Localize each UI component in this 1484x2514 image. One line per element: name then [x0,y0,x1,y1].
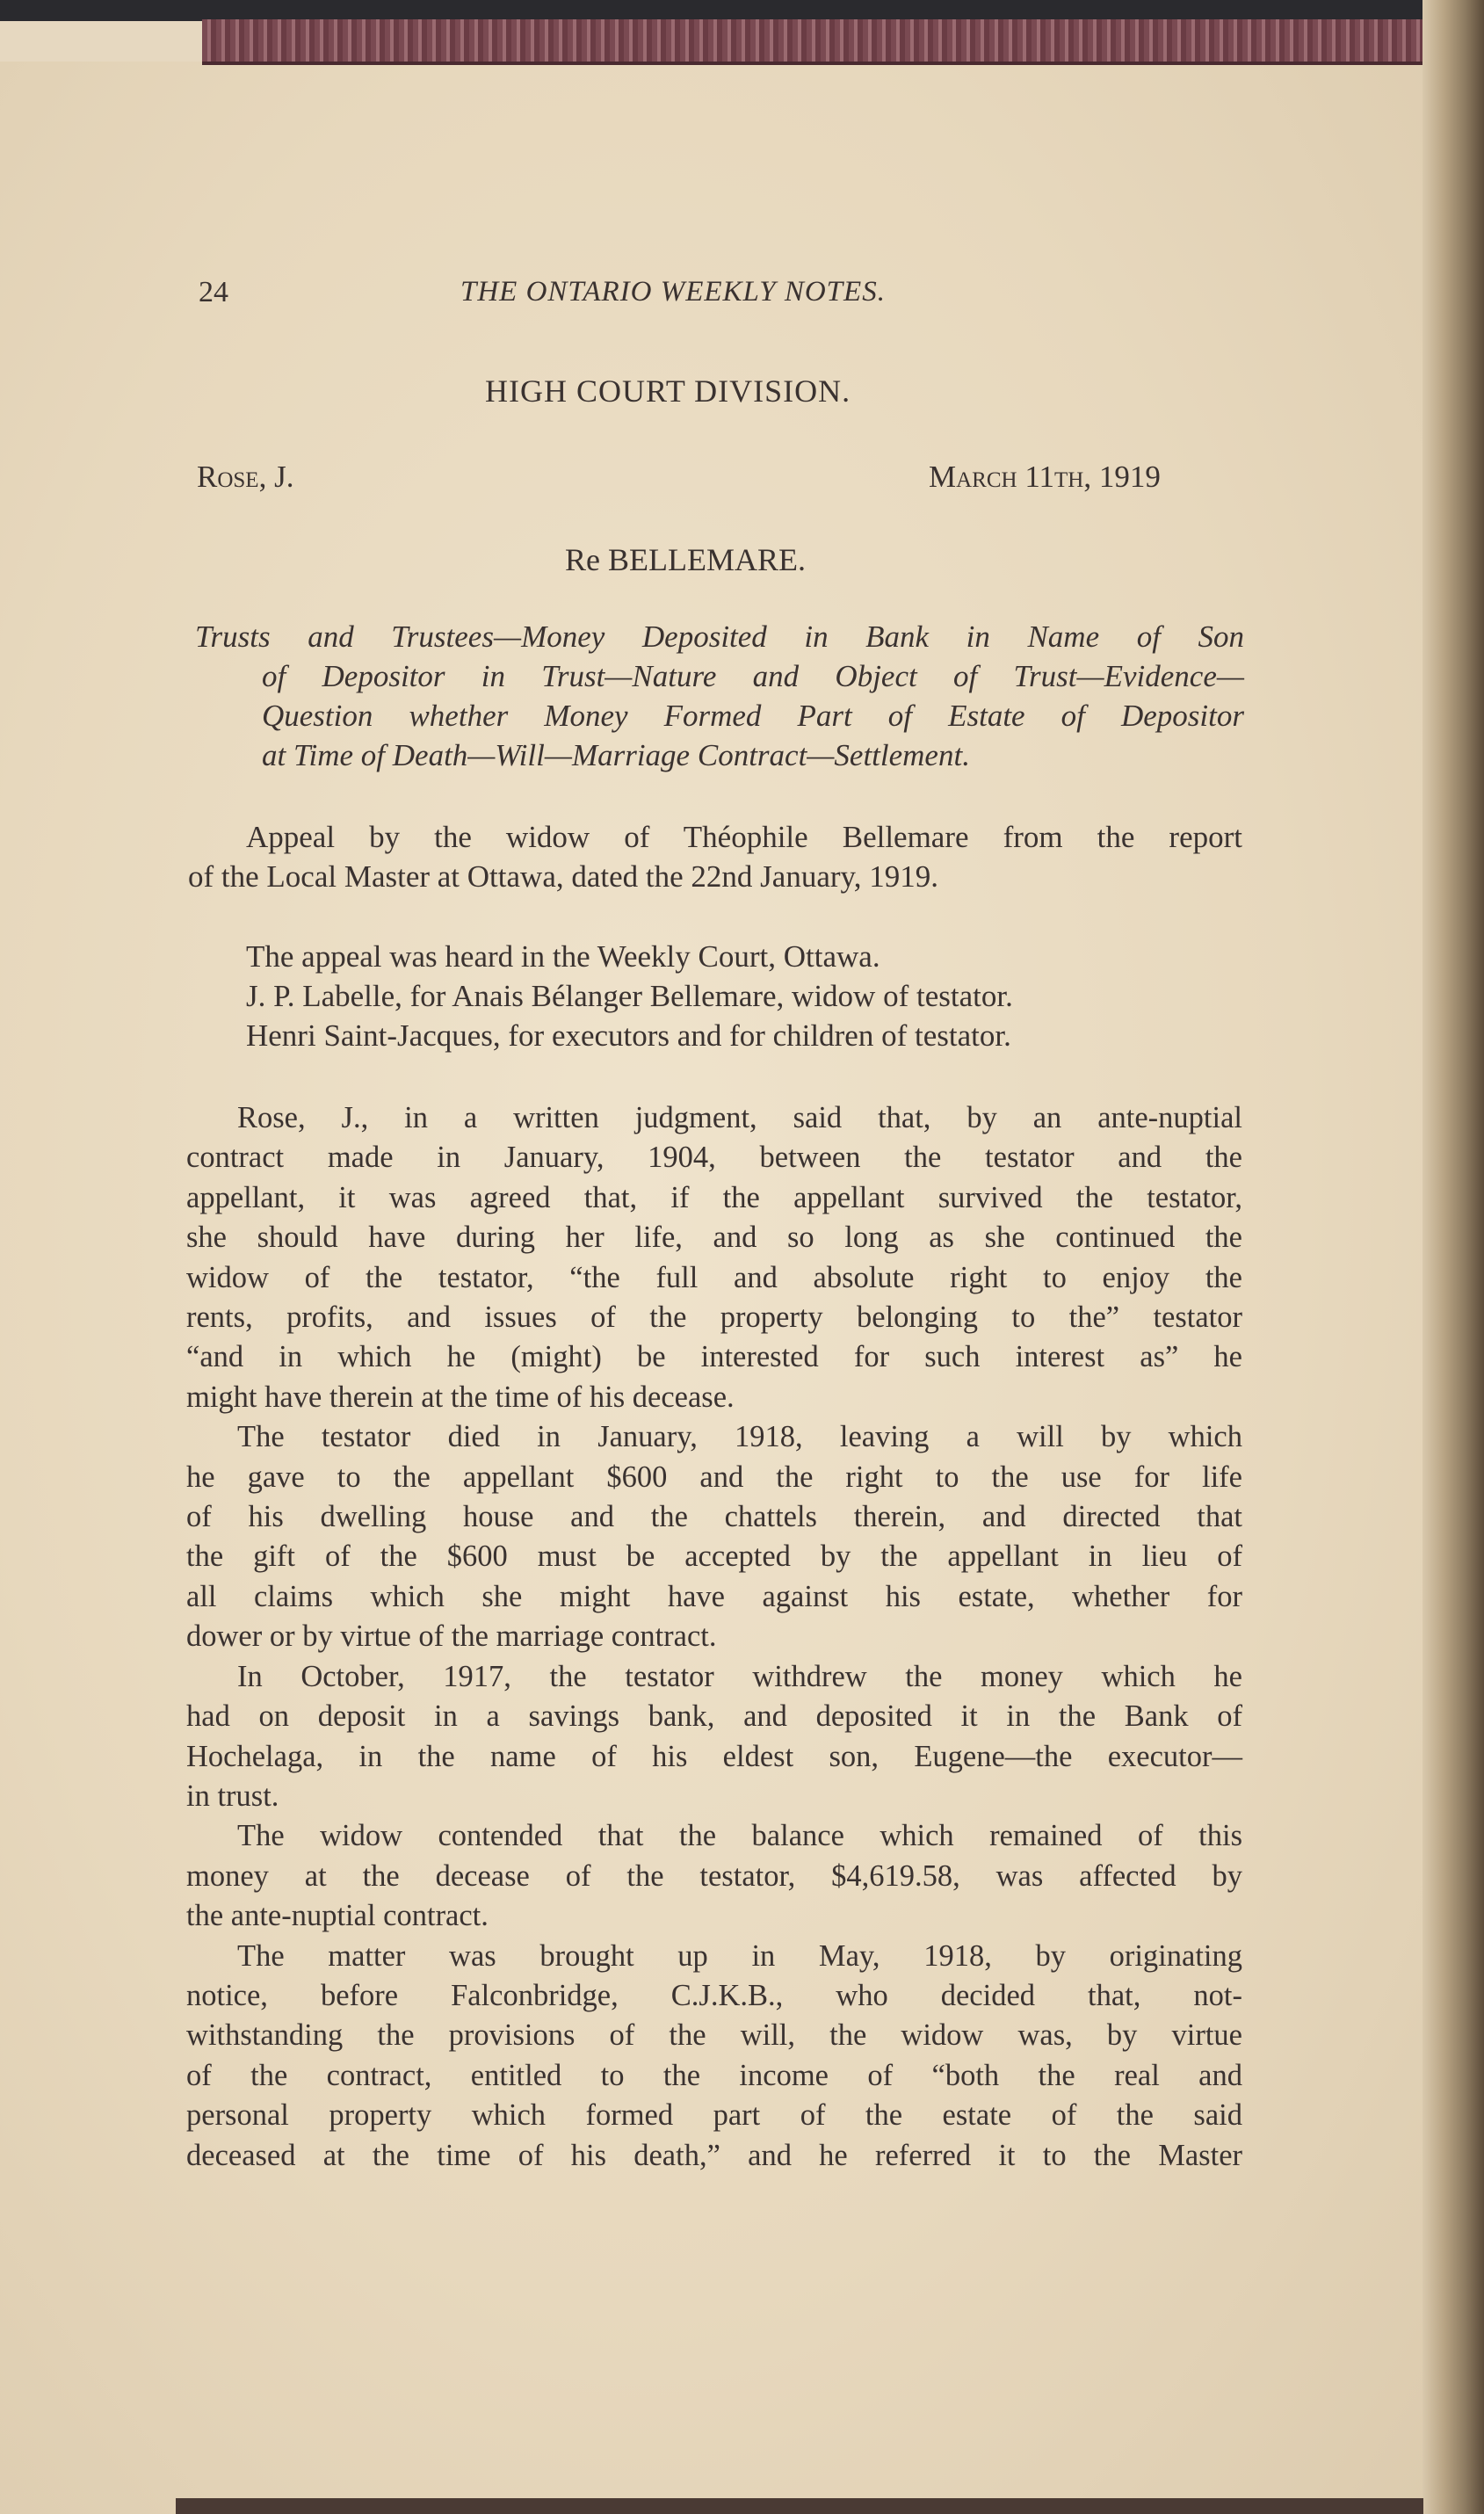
hearing-line: Henri Saint-Jacques, for executors and for children of testator. [246,1018,1011,1053]
judgment-line: the gift of the $600 must be accepted by the appellant in lieu of [186,1540,1242,1574]
judgment-line: might have therein at the time of his decease. [186,1380,735,1414]
judgment-line: money at the decease of the testator, $4,619.58, was affected by [186,1858,1242,1893]
top-book-edge [0,0,1484,21]
judgment-line: “and in which he (might) be interested for such interest as” he [186,1340,1242,1374]
judgment-line: The testator died in January, 1918, leaving a will by which [237,1420,1242,1454]
headnote [195,617,1244,775]
book-spine-edge [1422,0,1484,2514]
judgment-date: March 11th, 1919 [929,460,1161,494]
judgment-line: all claims which she might have against his estate, whether for [186,1579,1242,1613]
judgment-line: The matter was brought up in May, 1918, by originating [237,1938,1242,1973]
division-heading: HIGH COURT DIVISION. [485,373,851,409]
headnote-line: Trusts and Trustees—Money Deposited in Bank in Name of Son [195,619,1244,654]
intro-line: of the Local Master at Ottawa, dated the 22nd January, 1919. [188,859,938,894]
judgment-line: in trust. [186,1779,279,1813]
judgment-line: personal property which formed part of the estate of the said [186,2098,1242,2133]
hearing-line: The appeal was heard in the Weekly Court, Ottawa. [246,939,880,974]
running-title: THE ONTARIO WEEKLY NOTES. [460,276,886,308]
headnote-line: of Depositor in Trust—Nature and Object of Trust—Evidence— [262,659,1244,693]
judgment-line: appellant, it was agreed that, if the appellant survived the testator, [186,1180,1242,1214]
judgment-line: had on deposit in a savings bank, and deposited it in the Bank of [186,1699,1242,1734]
judgment-line: Hochelaga, in the name of his eldest son, Eugene—the executor— [186,1739,1242,1773]
judge-name: Rose, J. [197,460,294,494]
judgment-line: she should have during her life, and so long as she continued the [186,1221,1242,1255]
judgment-line: notice, before Falconbridge, C.J.K.B., who decided that, not- [186,1978,1242,2012]
judgment-line: dower or by virtue of the marriage contract. [186,1619,717,1654]
intro-line: Appeal by the widow of Théophile Bellemare from the report [246,820,1242,854]
judgment-line: of his dwelling house and the chattels therein, and directed that [186,1500,1242,1534]
judgment-line: deceased at the time of his death,” and he referred it to the Master [186,2138,1242,2172]
intro-paragraph [188,817,1242,896]
judgment-line: The widow contended that the balance which remained of this [237,1819,1242,1853]
bottom-book-edge [176,2498,1423,2514]
judgment-line: contract made in January, 1904, between the testator and the [186,1141,1242,1175]
judgment-line: he gave to the appellant $600 and the right to the use for life [186,1460,1242,1494]
judgment-line: rents, profits, and issues of the property belonging to the” testator [186,1300,1242,1335]
judgment-line: the ante-nuptial contract. [186,1899,489,1933]
judgment-line: In October, 1917, the testator withdrew the money which he [237,1659,1242,1693]
top-binding-strip [202,19,1423,65]
case-title: Re BELLEMARE. [565,542,806,577]
judgment-line: widow of the testator, “the full and absolute right to enjoy the [186,1260,1242,1294]
page-number: 24 [199,276,228,308]
hearing-paragraph [188,937,1242,1055]
headnote-line: at Time of Death—Will—Marriage Contract—Settlement. [262,738,970,772]
judgment-line: of the contract, entitled to the income of “both the real and [186,2058,1242,2092]
judgment-body [186,1098,1242,2176]
judgment-line: Rose, J., in a written judgment, said that, by an ante-nuptial [237,1101,1242,1134]
headnote-line: Question whether Money Formed Part of Estate of Depositor [262,699,1244,733]
hearing-line: J. P. Labelle, for Anais Bélanger Bellemare, widow of testator. [246,979,1013,1013]
judgment-line: withstanding the provisions of the will, the widow was, by virtue [186,2018,1242,2053]
